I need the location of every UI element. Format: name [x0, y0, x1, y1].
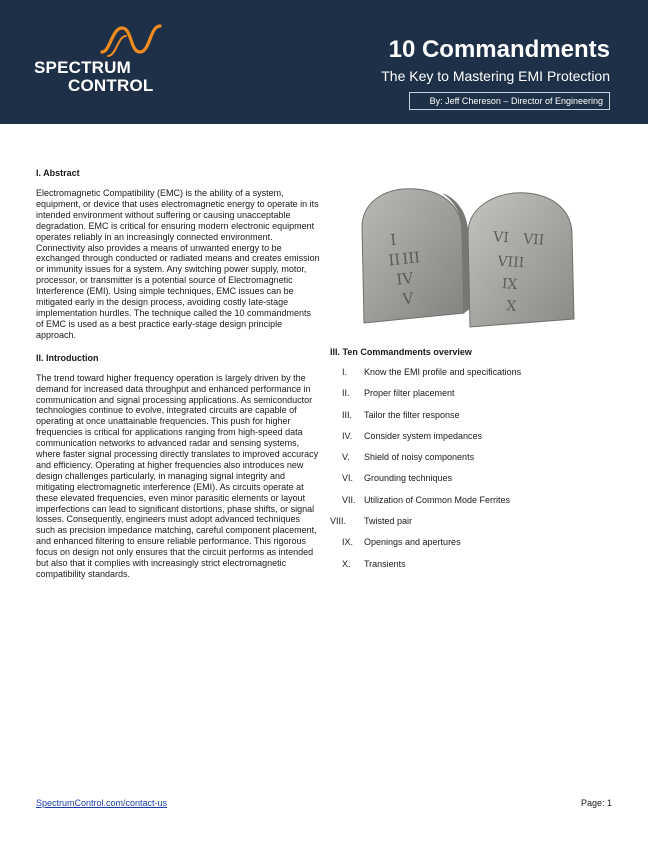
- commandment-text: Grounding techniques: [364, 473, 453, 484]
- commandment-number: X.: [342, 558, 351, 569]
- list-item: [330, 473, 620, 494]
- commandment-text: Transients: [364, 558, 406, 569]
- introduction-heading: II. Introduction: [36, 352, 99, 363]
- list-item: [330, 431, 620, 452]
- document-subtitle: The Key to Mastering EMI Protection: [381, 68, 610, 84]
- tablet-numeral-viii: VIII: [496, 253, 525, 272]
- commandment-text: Proper filter placement: [364, 388, 455, 399]
- logo-text-spectrum: SPECTRUM: [34, 58, 131, 77]
- tablet-numeral-x: X: [505, 298, 517, 315]
- commandment-text: Utilization of Common Mode Ferrites: [364, 494, 511, 505]
- commandment-number: III.: [342, 409, 353, 420]
- tablet-numeral-iv: IV: [395, 269, 415, 289]
- tablet-numeral-vii: VII: [522, 231, 545, 249]
- list-item: [330, 537, 620, 558]
- commandment-text: Twisted pair: [364, 516, 413, 527]
- list-item: [330, 495, 620, 516]
- commandment-number: IV.: [342, 430, 353, 441]
- page-number: Page: 1: [580, 798, 612, 808]
- list-item: [330, 410, 620, 431]
- tablet-numeral-iii: III: [401, 248, 421, 268]
- document-title: 10 Commandments: [388, 36, 610, 63]
- contact-us-link[interactable]: SpectrumControl.com/contact-us: [36, 798, 168, 808]
- author-byline: By: Jeff Chereson – Director of Engineering: [409, 92, 610, 110]
- logo-text-control: CONTROL: [68, 76, 154, 95]
- commandment-text: Know the EMI profile and specifications: [364, 367, 522, 377]
- header-banner: [0, 0, 648, 124]
- wave-logo-icon: [100, 22, 170, 58]
- commandments-heading: III. Ten Commandments overview: [330, 347, 472, 357]
- list-item: [330, 452, 620, 473]
- spectrum-control-logo: [32, 22, 172, 102]
- commandment-number: VII.: [342, 494, 356, 505]
- introduction-text: The trend toward higher frequency operation is largely driven by the demand for increased data throughput and enhanced performance in communication and signal processing applications. As semiconductor technologies continue to evolve, integrated circuits are capable of operating at once unattainable frequencies. This push for higher frequencies is critical for applications ranging from high-speed data communication networks to advanced radar and sensing systems, where faster signal processing directly translates to improved accuracy and efficiency. Operating at higher frequencies also introduces new design challenges particularly, in managing signal integrity and mitigating electromagnetic interference (EMI). As circuits operate at these elevated frequencies, even minor parasitic elements or layout imperfections can lead to significant distortions, phase shifts, or signal losses. Consequently, engineers must adopt advanced techniques such as precision impedance matching, careful component placement, and enhanced filtering to ensure reliable performance. This rigorous focus on design not only ensures that the circuit performs as intended but also that it complies with increasingly strict electromagnetic compatibility standards.: [36, 372, 319, 579]
- tablet-numeral-v: V: [401, 289, 415, 309]
- commandment-number: I.: [342, 367, 348, 377]
- abstract-text: Electromagnetic Compatibility (EMC) is the ability of a system, equipment, or device that uses electromagnetic energy to operate in its intended environment without suffering or causing unacceptable degradation. EMC is critical for ensuring modern electronic equipment operates reliably in an increasingly connected environment. Connectivity also provides a means of unwanted energy to be exchanged through conducted or radiated means and creates emission or immunity issues for a system. Any switching power supply, motor, processor, or transmitter is a potential source of Electromagnetic Interference (EMI). Using simple techniques, EMC issues can be mitigated early in the design process, avoiding costly late-stage implementation hurdles. The technique called the 10 commandments of EMC is used as a best practice early-stage design principle approach.: [36, 188, 320, 340]
- commandment-text: Tailor the filter response: [364, 409, 460, 420]
- tablet-numeral-ix: IX: [501, 275, 518, 294]
- list-item: [330, 388, 620, 409]
- list-item: [330, 367, 620, 388]
- commandment-number: V.: [342, 452, 350, 463]
- tablet-numeral-vi: VI: [492, 229, 510, 247]
- commandments-list: [330, 367, 620, 580]
- stone-tablets-image: [358, 185, 580, 331]
- commandment-number: VI.: [342, 473, 354, 484]
- left-column: [36, 168, 320, 580]
- right-column: [330, 185, 620, 580]
- tablet-numeral-ii: II: [387, 250, 402, 270]
- tablet-numeral-i: I: [389, 230, 398, 250]
- list-item: [330, 559, 620, 580]
- list-item: [330, 516, 620, 537]
- commandment-number: VIII.: [330, 516, 347, 527]
- commandment-text: Consider system impedances: [364, 430, 483, 441]
- abstract-heading: I. Abstract: [36, 168, 80, 178]
- commandment-number: IX.: [342, 537, 354, 548]
- commandment-text: Openings and apertures: [364, 537, 461, 548]
- commandment-text: Shield of noisy components: [364, 452, 475, 463]
- commandment-number: II.: [342, 388, 350, 399]
